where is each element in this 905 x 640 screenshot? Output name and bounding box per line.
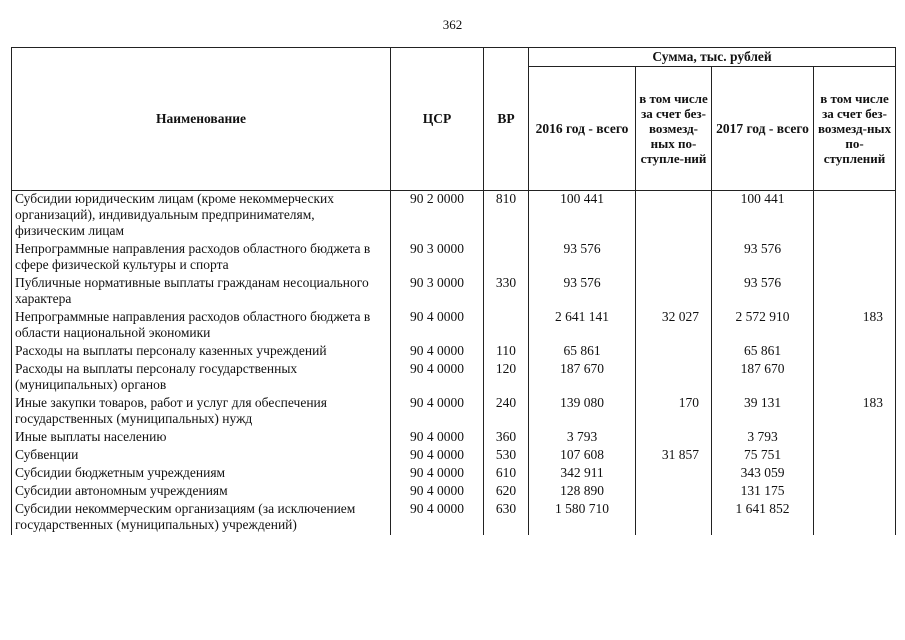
row-2016-free bbox=[636, 191, 712, 242]
row-csr: 90 4 0000 bbox=[391, 395, 484, 429]
table-row bbox=[12, 501, 896, 535]
row-csr: 90 4 0000 bbox=[391, 501, 484, 535]
row-2017-total: 93 576 bbox=[712, 241, 814, 275]
row-vr: 360 bbox=[484, 429, 529, 447]
table-row bbox=[12, 191, 896, 242]
row-2017-total: 131 175 bbox=[712, 483, 814, 501]
row-2016-total: 100 441 bbox=[529, 191, 636, 242]
row-2017-free bbox=[814, 343, 896, 361]
row-name: Непрограммные направления расходов областного бюджета в сфере физической культуры и спорта bbox=[12, 241, 391, 275]
row-name: Субсидии автономным учреждениям bbox=[12, 483, 391, 501]
table-header bbox=[12, 48, 896, 191]
row-2016-total: 93 576 bbox=[529, 275, 636, 309]
row-2017-total: 2 572 910 bbox=[712, 309, 814, 343]
header-name: Наименование bbox=[12, 48, 391, 191]
table-row bbox=[12, 309, 896, 343]
row-2017-total: 100 441 bbox=[712, 191, 814, 242]
row-2016-total: 1 580 710 bbox=[529, 501, 636, 535]
table-row bbox=[12, 429, 896, 447]
row-vr: 620 bbox=[484, 483, 529, 501]
header-csr: ЦСР bbox=[391, 48, 484, 191]
row-csr: 90 4 0000 bbox=[391, 447, 484, 465]
row-name: Непрограммные направления расходов областного бюджета в области национальной экономики bbox=[12, 309, 391, 343]
table-row bbox=[12, 483, 896, 501]
row-2016-total: 139 080 bbox=[529, 395, 636, 429]
table-row bbox=[12, 343, 896, 361]
row-name: Иные закупки товаров, работ и услуг для обеспечения государственных (муниципальных) нужд bbox=[12, 395, 391, 429]
row-vr: 110 bbox=[484, 343, 529, 361]
table-row bbox=[12, 361, 896, 395]
row-vr bbox=[484, 309, 529, 343]
header-2017-total: 2017 год - всего bbox=[712, 67, 814, 191]
row-name: Публичные нормативные выплаты гражданам несоциального характера bbox=[12, 275, 391, 309]
row-2016-free: 31 857 bbox=[636, 447, 712, 465]
row-2017-total: 1 641 852 bbox=[712, 501, 814, 535]
table-row bbox=[12, 395, 896, 429]
row-2017-total: 93 576 bbox=[712, 275, 814, 309]
row-2017-free bbox=[814, 361, 896, 395]
row-csr: 90 4 0000 bbox=[391, 429, 484, 447]
table-body bbox=[12, 191, 896, 536]
row-2017-free bbox=[814, 275, 896, 309]
row-vr bbox=[484, 241, 529, 275]
row-name: Расходы на выплаты персоналу казенных учреждений bbox=[12, 343, 391, 361]
row-2017-total: 3 793 bbox=[712, 429, 814, 447]
row-2016-free bbox=[636, 275, 712, 309]
row-2016-free bbox=[636, 343, 712, 361]
header-sum-group: Сумма, тыс. рублей bbox=[529, 48, 896, 67]
row-2016-total: 3 793 bbox=[529, 429, 636, 447]
row-2017-total: 65 861 bbox=[712, 343, 814, 361]
row-vr: 330 bbox=[484, 275, 529, 309]
row-vr: 630 bbox=[484, 501, 529, 535]
row-2016-free bbox=[636, 241, 712, 275]
table-row bbox=[12, 241, 896, 275]
row-2017-total: 39 131 bbox=[712, 395, 814, 429]
row-2017-total: 75 751 bbox=[712, 447, 814, 465]
row-2017-free bbox=[814, 429, 896, 447]
row-2017-free bbox=[814, 465, 896, 483]
row-2016-total: 2 641 141 bbox=[529, 309, 636, 343]
row-csr: 90 4 0000 bbox=[391, 465, 484, 483]
row-name: Иные выплаты населению bbox=[12, 429, 391, 447]
row-2016-total: 128 890 bbox=[529, 483, 636, 501]
row-2017-total: 187 670 bbox=[712, 361, 814, 395]
header-vr: ВР bbox=[484, 48, 529, 191]
row-csr: 90 4 0000 bbox=[391, 361, 484, 395]
row-2016-free: 32 027 bbox=[636, 309, 712, 343]
row-2016-free bbox=[636, 465, 712, 483]
row-vr: 810 bbox=[484, 191, 529, 242]
header-2017-free: в том числе за счет без-возмезд-ных по-ступлений bbox=[814, 67, 896, 191]
row-2017-free: 183 bbox=[814, 395, 896, 429]
row-2017-free bbox=[814, 241, 896, 275]
row-2016-total: 187 670 bbox=[529, 361, 636, 395]
row-vr: 610 bbox=[484, 465, 529, 483]
row-2017-free: 183 bbox=[814, 309, 896, 343]
row-csr: 90 3 0000 bbox=[391, 241, 484, 275]
row-2017-total: 343 059 bbox=[712, 465, 814, 483]
table-row bbox=[12, 275, 896, 309]
header-2016-total: 2016 год - всего bbox=[529, 67, 636, 191]
table-row bbox=[12, 447, 896, 465]
row-2016-total: 93 576 bbox=[529, 241, 636, 275]
row-2016-total: 342 911 bbox=[529, 465, 636, 483]
row-2017-free bbox=[814, 191, 896, 242]
row-csr: 90 4 0000 bbox=[391, 309, 484, 343]
row-2016-free bbox=[636, 501, 712, 535]
row-2016-total: 65 861 bbox=[529, 343, 636, 361]
row-2017-free bbox=[814, 483, 896, 501]
row-vr: 120 bbox=[484, 361, 529, 395]
row-2016-total: 107 608 bbox=[529, 447, 636, 465]
row-2017-free bbox=[814, 501, 896, 535]
row-csr: 90 4 0000 bbox=[391, 343, 484, 361]
row-name: Субсидии бюджетным учреждениям bbox=[12, 465, 391, 483]
row-csr: 90 4 0000 bbox=[391, 483, 484, 501]
row-2016-free bbox=[636, 361, 712, 395]
row-2016-free bbox=[636, 429, 712, 447]
row-vr: 530 bbox=[484, 447, 529, 465]
table-row bbox=[12, 465, 896, 483]
row-2017-free bbox=[814, 447, 896, 465]
header-2016-free: в том числе за счет без-возмезд-ных по-ступле-ний bbox=[636, 67, 712, 191]
row-csr: 90 2 0000 bbox=[391, 191, 484, 242]
row-vr: 240 bbox=[484, 395, 529, 429]
row-name: Субсидии некоммерческим организациям (за исключением государственных (муниципальных) учреждений) bbox=[12, 501, 391, 535]
row-2016-free: 170 bbox=[636, 395, 712, 429]
row-name: Субвенции bbox=[12, 447, 391, 465]
row-name: Расходы на выплаты персоналу государственных (муниципальных) органов bbox=[12, 361, 391, 395]
row-name: Субсидии юридическим лицам (кроме некоммерческих организаций), индивидуальным предпринимателям, физическим лицам bbox=[12, 191, 391, 242]
row-csr: 90 3 0000 bbox=[391, 275, 484, 309]
budget-table bbox=[11, 47, 896, 535]
row-2016-free bbox=[636, 483, 712, 501]
page-number: 362 bbox=[442, 17, 463, 32]
